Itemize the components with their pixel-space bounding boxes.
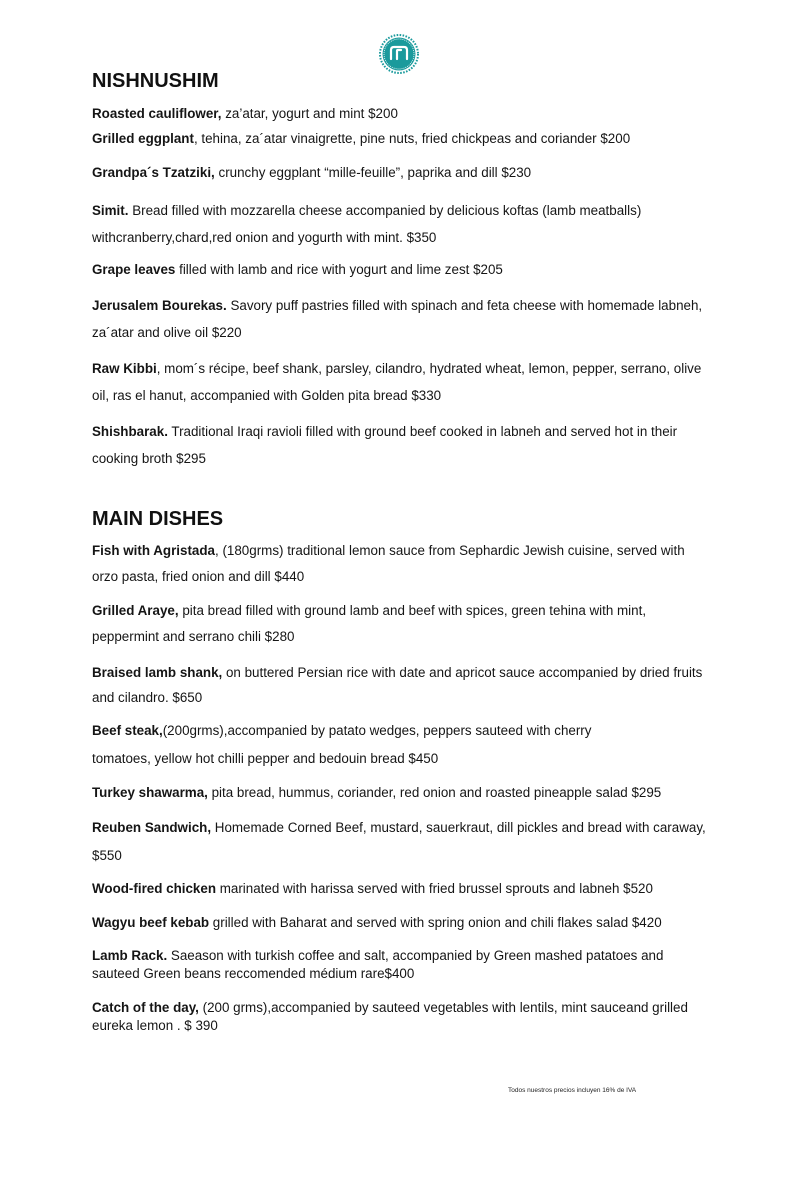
item-description: Bread filled with mozzarella cheese accompanied by delicious koftas (lamb meatballs) withcranberry,chard,red onion and yogurth with mint. $350 [92, 203, 642, 245]
item-description: pita bread, hummus, coriander, red onion and roasted pineapple salad $295 [207, 785, 662, 800]
menu-item [92, 947, 712, 983]
menu-item [92, 538, 712, 590]
menu-item [92, 197, 712, 251]
menu-item [92, 910, 712, 935]
menu-item [92, 355, 712, 409]
item-description: (200grms),accompanied by patato wedges, peppers sauteed with cherry tomatoes, yellow hot chilli pepper and bedouin bread $450 [92, 723, 592, 766]
item-name: Raw Kibbi [92, 361, 157, 376]
item-description: (200 grms),accompanied by sauteed vegetables with lentils, mint sauceand grilled eureka lemon . $ 390 [92, 1000, 688, 1033]
menu-item [92, 876, 712, 901]
item-name: Grape leaves [92, 262, 176, 277]
item-description: pita bread filled with ground lamb and beef with spices, green tehina with mint, peppermint and serrano chili $280 [92, 603, 647, 644]
section-title-nishnushim: NISHNUSHIM [92, 70, 219, 92]
item-description: on buttered Persian rice with date and apricot sauce accompanied by dried fruits and cilandro. $650 [92, 665, 703, 705]
item-name: Wood-fired chicken [92, 881, 217, 896]
menu-item [92, 780, 712, 805]
item-description: grilled with Baharat and served with spring onion and chili flakes salad $420 [209, 915, 662, 930]
item-name: Simit. [92, 203, 129, 218]
menu-item [92, 101, 712, 126]
item-description: , tehina, za´atar vinaigrette, pine nuts, fried chickpeas and coriander $200 [193, 131, 631, 146]
item-name: Wagyu beef kebab [92, 915, 210, 930]
section-title-main-dishes: MAIN DISHES [92, 508, 224, 530]
item-name: Grilled Araye, [92, 603, 179, 618]
item-name: Fish with Agristada [92, 543, 216, 558]
item-name: Shishbarak. [92, 424, 168, 439]
item-name: Braised lamb shank, [92, 665, 223, 680]
menu-item [92, 257, 712, 282]
menu-item [92, 160, 712, 185]
item-description: za’atar, yogurt and mint $200 [221, 106, 398, 121]
menu-item [92, 126, 712, 151]
monogram-icon [379, 34, 419, 74]
item-description: Traditional Iraqi ravioli filled with ground beef cooked in labneh and served hot in their cooking broth $295 [92, 424, 678, 466]
menu-item [92, 999, 712, 1035]
item-description: crunchy eggplant “mille-feuille”, paprika and dill $230 [214, 165, 532, 180]
menu-item [92, 717, 652, 773]
item-description: , (180grms) traditional lemon sauce from Sephardic Jewish cuisine, served with orzo pasta, fried onion and dill $440 [92, 543, 685, 584]
item-name: Lamb Rack. [92, 948, 168, 963]
item-name: Grilled eggplant [92, 131, 194, 146]
item-name: Reuben Sandwich, [92, 820, 212, 835]
item-name: Roasted cauliflower, [92, 106, 222, 121]
item-description: Saeason with turkish coffee and salt, accompanied by Green mashed patatoes and sauteed Green beans reccomended médium rare$400 [92, 948, 664, 981]
menu-item [92, 814, 712, 870]
item-description: , mom´s récipe, beef shank, parsley, cilandro, hydrated wheat, lemon, pepper, serrano, olive oil, ras el hanut, accompanied with Golden pita bread $330 [92, 361, 702, 403]
item-description: Homemade Corned Beef, mustard, sauerkraut, dill pickles and bread with caraway, $550 [92, 820, 706, 863]
item-description: filled with lamb and rice with yogurt and lime zest $205 [175, 262, 503, 277]
menu-item [92, 660, 717, 710]
item-name: Jerusalem Bourekas. [92, 298, 227, 313]
menu-item [92, 418, 712, 472]
menu-item [92, 292, 712, 346]
menu-item [92, 598, 712, 650]
tax-note: Todos nuestros precios incluyen 16% de IVA [508, 1087, 637, 1094]
item-name: Beef steak, [92, 723, 163, 738]
item-name: Grandpa´s Tzatziki, [92, 165, 215, 180]
item-name: Catch of the day, [92, 1000, 199, 1015]
item-description: marinated with harissa served with fried brussel sprouts and labneh $520 [216, 881, 653, 896]
item-name: Turkey shawarma, [92, 785, 208, 800]
restaurant-logo [379, 34, 419, 74]
item-description: Savory puff pastries filled with spinach and feta cheese with homemade labneh, za´atar and olive oil $220 [92, 298, 703, 340]
